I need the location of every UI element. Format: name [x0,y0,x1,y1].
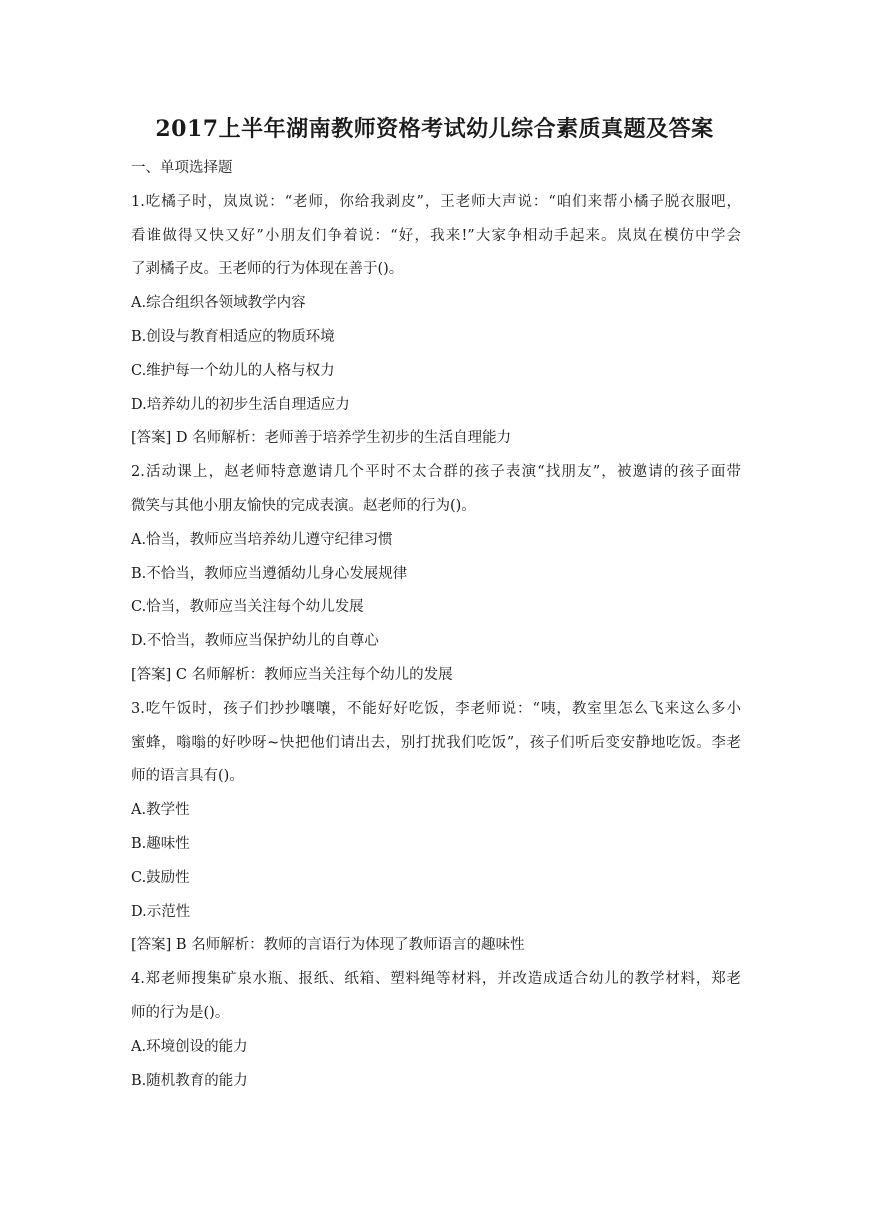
question-3-option-d: D.示范性 [131,903,191,920]
question-3-stem-line-1: 3.吃午饭时，孩子们抄抄嚷嚷，不能好好吃饭，李老师说：“咦，教室里怎么飞来这么多小 [131,700,741,717]
question-2-answer: [答案] C 名师解析：教师应当关注每个幼儿的发展 [131,666,453,683]
question-2-option-b: B.不恰当，教师应当遵循幼儿身心发展规律 [131,565,408,582]
question-2-stem-line-1: 2.活动课上，赵老师特意邀请几个平时不太合群的孩子表演“找朋友”，被邀请的孩子面带 [131,464,741,481]
question-1-stem-line-3: 了剥橘子皮。王老师的行为体现在善于()。 [131,261,404,278]
question-3-option-a: A.教学性 [131,802,190,819]
question-1-stem-line-2: 看谁做得又快又好”小朋友们争着说：“好，我来!”大家争相动手起来。岚岚在模仿中学会 [131,227,741,244]
question-3-answer: [答案] B 名师解析：教师的言语行为体现了教师语言的趣味性 [131,937,525,954]
question-2-option-a: A.恰当，教师应当培养幼儿遵守纪律习惯 [131,531,393,548]
document-title: 2017上半年湖南教师资格考试幼儿综合素质真题及答案 [155,116,714,142]
question-3-stem-line-2: 蜜蜂，嗡嗡的好吵呀~快把他们请出去，别打扰我们吃饭”，孩子们听后变安静地吃饭。李老 [131,734,741,751]
question-4-option-a: A.环境创设的能力 [131,1038,248,1055]
question-1-option-c: C.维护每一个幼儿的人格与权力 [131,362,335,379]
question-3-stem-line-3: 师的语言具有()。 [131,768,244,785]
document-body [131,152,741,1098]
question-4-stem-line-1: 4.郑老师搜集矿泉水瓶、报纸、纸箱、塑料绳等材料，并改造成适合幼儿的教学材料，郑老 [131,971,741,988]
question-2-option-d: D.不恰当，教师应当保护幼儿的自尊心 [131,633,379,650]
question-3-option-c: C.鼓励性 [131,869,190,886]
question-4-option-b: B.随机教育的能力 [131,1072,248,1089]
question-1-option-b: B.创设与教育相适应的物质环境 [131,328,335,345]
question-1-answer: [答案] D 名师解析：老师善于培养学生初步的生活自理能力 [131,430,512,447]
question-4-stem-line-2: 师的行为是()。 [131,1004,230,1021]
question-2-option-c: C.恰当，教师应当关注每个幼儿发展 [131,599,364,616]
question-3-option-b: B.趣味性 [131,835,190,852]
question-2-stem-line-2: 微笑与其他小朋友愉快的完成表演。赵老师的行为()。 [131,497,476,514]
question-1-option-a: A.综合组织各领域教学内容 [131,295,306,312]
question-1-option-d: D.培养幼儿的初步生活自理适应力 [131,396,350,413]
section-heading: 一、单项选择题 [131,160,233,176]
question-1-stem-line-1: 1.吃橘子时，岚岚说：“老师，你给我剥皮”，王老师大声说：“咱们来帮小橘子脱衣服吧， [131,193,741,210]
